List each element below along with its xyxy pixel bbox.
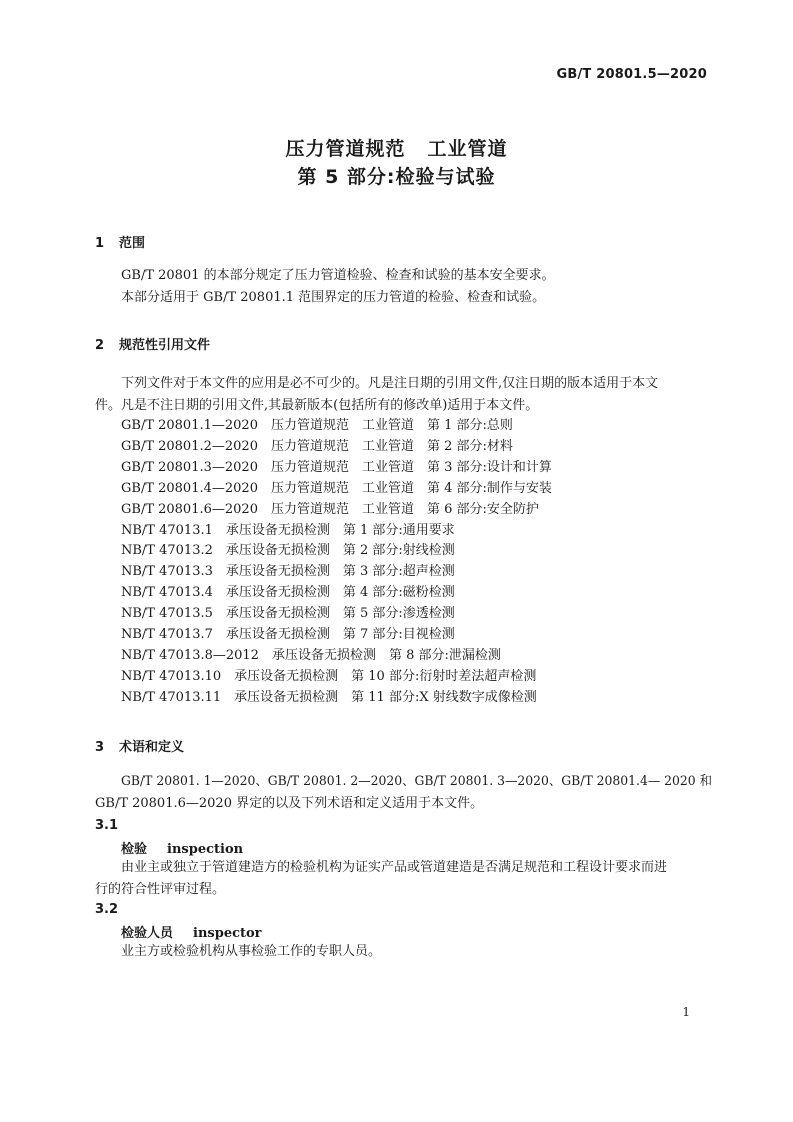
- section-number: 3: [95, 740, 105, 755]
- reference-title: 承压设备无损检测 第 10 部分:衍射时差法超声检测: [234, 668, 537, 684]
- reference-code: NB/T 47013.4: [121, 585, 213, 601]
- reference-item: [121, 481, 552, 497]
- reference-title: 承压设备无损检测 第 3 部分:超声检测: [225, 564, 455, 580]
- reference-code: GB/T 20801.2—2020: [121, 438, 258, 454]
- term-heading: [121, 838, 243, 857]
- reference-item: [121, 418, 513, 434]
- reference-code: NB/T 47013.1: [121, 522, 213, 538]
- section-3-intro-line-2: GB/T 20801.6—2020 界定的以及下列术语和定义适用于本文件。: [95, 796, 484, 811]
- reference-item: [121, 564, 455, 580]
- reference-item: [121, 439, 513, 455]
- document-title-line-2: 第 5 部分:检验与试验: [297, 166, 496, 188]
- reference-title: 承压设备无损检测 第 7 部分:目视检测: [225, 627, 455, 642]
- document-code: GB/T 20801.5—2020: [556, 67, 707, 82]
- reference-item: [121, 669, 536, 685]
- reference-title: 承压设备无损检测 第 2 部分:射线检测: [225, 543, 455, 559]
- reference-code: GB/T 20801.3—2020: [121, 459, 258, 475]
- term-chinese: 检验: [121, 842, 148, 857]
- document-title-line-1: [0, 134, 793, 161]
- reference-title: 承压设备无损检测 第 11 部分:X 射线数字成像检测: [234, 689, 537, 705]
- reference-title: 承压设备无损检测 第 1 部分:通用要求: [225, 522, 455, 538]
- reference-code: NB/T 47013.5: [121, 606, 213, 622]
- term-number: 3.2: [95, 902, 119, 917]
- reference-code: GB/T 20801.6—2020: [121, 501, 258, 517]
- section-title: 术语和定义: [119, 740, 185, 755]
- reference-title: 压力管道规范 工业管道 第 4 部分:制作与安装: [270, 480, 552, 496]
- term-definition-line-1: 业主方或检验机构从事检验工作的专职人员。: [121, 944, 382, 959]
- term-number: 3.1: [95, 818, 119, 833]
- title-part-b: 工业管道: [427, 138, 508, 160]
- reference-item: [121, 606, 455, 622]
- section-2-intro-line-2: 件。凡是不注日期的引用文件,其最新版本(包括所有的修改单)适用于本文件。: [95, 398, 539, 413]
- section-title: 规范性引用文件: [119, 338, 211, 353]
- reference-code: NB/T 47013.3: [121, 564, 213, 580]
- reference-item: [121, 543, 455, 559]
- section-1-paragraph-1: GB/T 20801 的本部分规定了压力管道检验、检查和试验的基本安全要求。: [121, 268, 555, 283]
- reference-title: 压力管道规范 工业管道 第 3 部分:设计和计算: [270, 459, 552, 475]
- page-number: 1: [682, 1005, 690, 1019]
- reference-item: [121, 690, 537, 706]
- section-2-heading: [95, 334, 210, 353]
- section-number: 2: [95, 338, 105, 353]
- title-part-a: 压力管道规范: [285, 138, 406, 160]
- reference-item: [121, 502, 539, 518]
- term-definition-line-1: 由业主或独立于管道建造方的检验机构为证实产品或管道建造是否满足规范和工程设计要求而进: [121, 860, 668, 875]
- reference-item: [121, 627, 455, 643]
- section-3-intro-line-1: GB/T 20801. 1—2020、GB/T 20801. 2—2020、GB/T 20801. 3—2020、GB/T 20801.4— 2020 和: [121, 774, 712, 789]
- reference-title: 压力管道规范 工业管道 第 6 部分:安全防护: [270, 501, 539, 517]
- term-chinese: 检验人员: [121, 926, 174, 941]
- reference-title: 承压设备无损检测 第 8 部分:泄漏检测: [271, 647, 501, 663]
- reference-code: GB/T 20801.1—2020: [121, 418, 258, 433]
- section-2-intro-line-1: 下列文件对于本文件的应用是必不可少的。凡是注日期的引用文件,仅注日期的版本适用于本文: [121, 376, 659, 391]
- reference-item: [121, 523, 455, 539]
- section-1-heading: [95, 232, 145, 251]
- reference-code: NB/T 47013.11: [121, 689, 222, 705]
- reference-title: 承压设备无损检测 第 5 部分:渗透检测: [225, 606, 455, 622]
- section-number: 1: [95, 236, 105, 251]
- section-title: 范围: [119, 236, 146, 251]
- reference-item: [121, 585, 455, 601]
- reference-code: NB/T 47013.10: [121, 668, 222, 684]
- term-definition-line-2: 行的符合性评审过程。: [95, 882, 226, 897]
- term-english: inspection: [167, 842, 244, 857]
- reference-code: GB/T 20801.4—2020: [121, 480, 258, 496]
- reference-code: NB/T 47013.2: [121, 543, 213, 559]
- reference-title: 压力管道规范 工业管道 第 2 部分:材料: [270, 438, 513, 454]
- reference-item: [121, 460, 552, 476]
- section-3-heading: [95, 736, 184, 755]
- reference-item: [121, 648, 501, 664]
- reference-title: 压力管道规范 工业管道 第 1 部分:总则: [270, 418, 513, 433]
- reference-code: NB/T 47013.7: [121, 627, 213, 642]
- reference-code: NB/T 47013.8—2012: [121, 647, 259, 663]
- term-heading: [121, 922, 262, 941]
- reference-title: 承压设备无损检测 第 4 部分:磁粉检测: [225, 585, 455, 601]
- term-english: inspector: [193, 926, 262, 941]
- section-1-paragraph-2: 本部分适用于 GB/T 20801.1 范围界定的压力管道的检验、检查和试验。: [121, 290, 546, 305]
